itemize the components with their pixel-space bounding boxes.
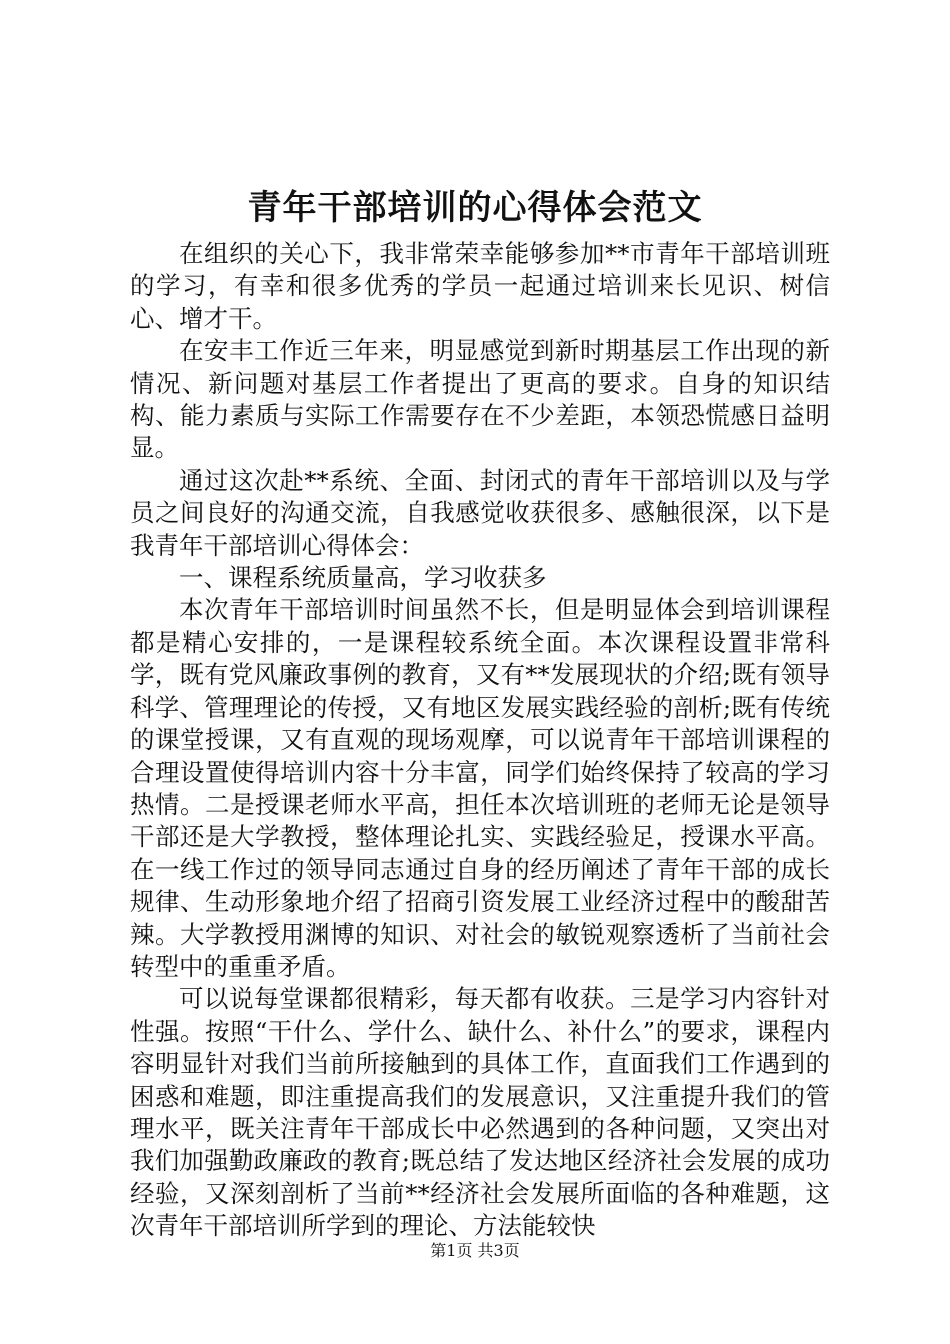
document-body — [130, 238, 830, 1243]
section-heading: 一、课程系统质量高，学习收获多 — [179, 563, 547, 593]
document-title: 青年干部培训的心得体会范文 — [247, 188, 703, 228]
paragraph: 本次青年干部培训时间虽然不长，但是明显体会到培训课程都是精心安排的，一是课程较系统全面。本次课程设置非常科学，既有党风廉政事例的教育，又有**发展现状的介绍;既有领导科学、管理理论的传授，又有地区发展实践经验的剖析;既有传统的课堂授课，又有直观的现场观摩，可以说青年干部培训课程的合理设置使得培训内容十分丰富，同学们始终保持了较高的学习热情。二是授课老师水平高，担任本次培训班的老师无论是领导干部还是大学教授，整体理论扎实、实践经验足，授课水平高。在一线工作过的领导同志通过自身的经历阐述了青年干部的成长规律、生动形象地介绍了招商引资发展工业经济过程中的酸甜苦辣。大学教授用渊博的知识、对社会的敏锐观察透析了当前社会转型中的重重矛盾。 — [130, 595, 830, 981]
paragraph: 可以说每堂课都很精彩，每天都有收获。三是学习内容针对性强。按照“干什么、学什么、缺什么、补什么”的要求，课程内容明显针对我们当前所接触到的具体工作，直面我们工作遇到的困惑和难题，即注重提高我们的发展意识，又注重提升我们的管理水平，既关注青年干部成长中必然遇到的各种问题，又突出对我们加强勤政廉政的教育;既总结了发达地区经济社会发展的成功经验，又深刻剖析了当前**经济社会发展所面临的各种难题，这次青年干部培训所学到的理论、方法能较快 — [130, 984, 830, 1241]
paragraph: 通过这次赴**系统、全面、封闭式的青年干部培训以及与学员之间良好的沟通交流，自我感觉收获很多、感触很深，以下是我青年干部培训心得体会： — [130, 465, 830, 560]
page-number: 第1页 共3页 — [430, 1241, 520, 1260]
paragraph: 在安丰工作近三年来，明显感觉到新时期基层工作出现的新情况、新问题对基层工作者提出了更高的要求。自身的知识结构、能力素质与实际工作需要存在不少差距，本领恐慌感日益明显。 — [130, 336, 830, 463]
paragraph: 在组织的关心下，我非常荣幸能够参加**市青年干部培训班的学习，有幸和很多优秀的学员一起通过培训来长见识、树信心、增才干。 — [130, 239, 830, 333]
